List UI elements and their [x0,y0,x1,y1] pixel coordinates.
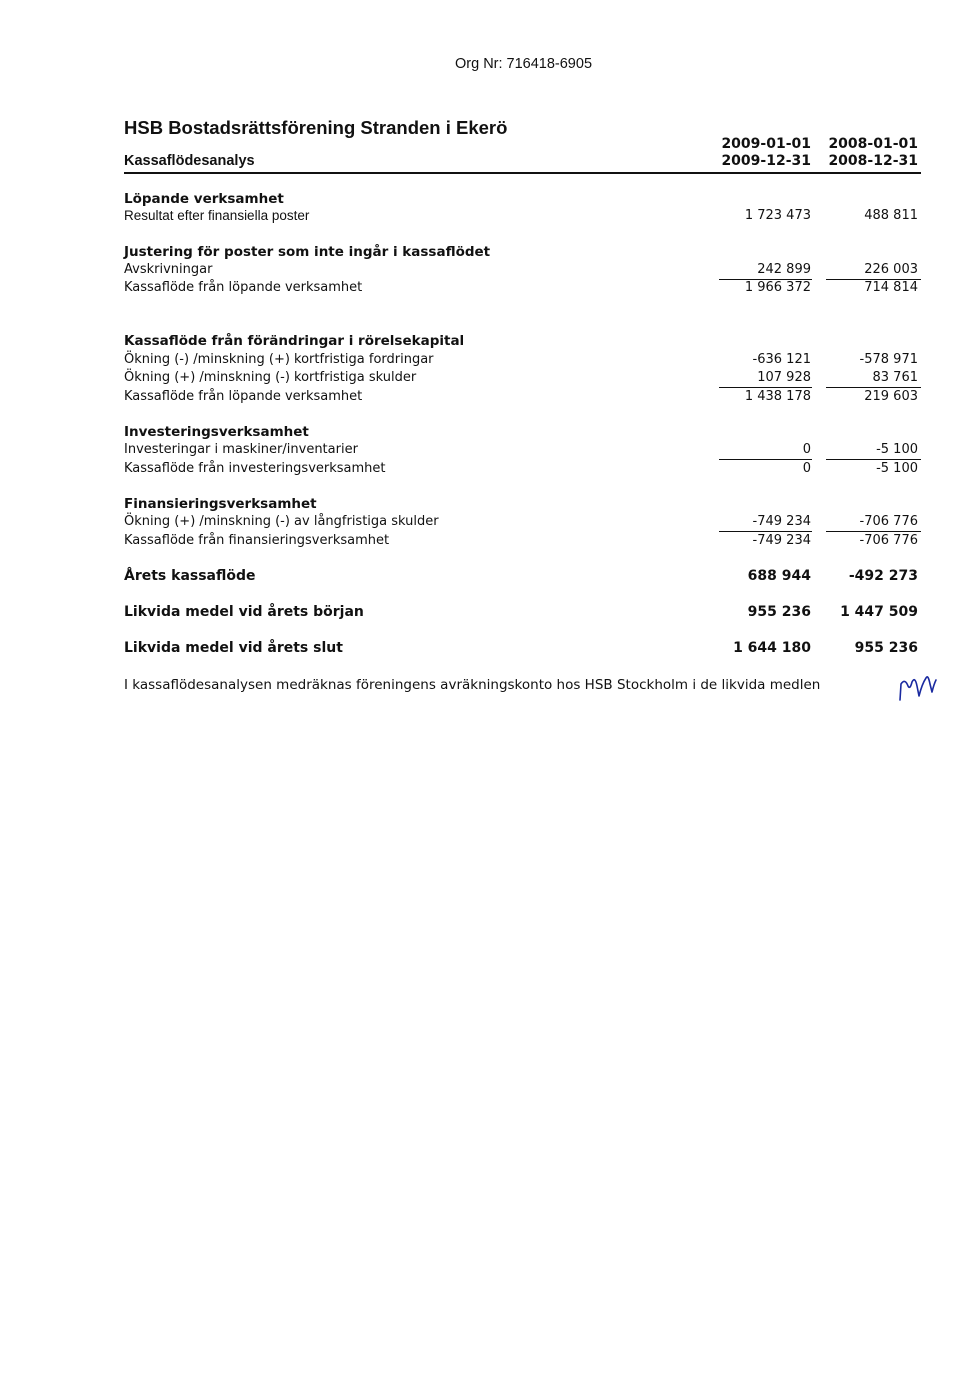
row-value-skulder-current: 107 928 [757,370,811,385]
row-value-likvida-borjan-prior: 1 447 509 [840,604,918,620]
row-label-langfristiga: Ökning (+) /minskning (-) av långfristiga skulder [124,514,439,529]
row-label-finansiering-subtotal: Kassaflöde från finansieringsverksamhet [124,533,390,548]
section-heading-finansiering: Finansieringsverksamhet [124,496,317,512]
row-value-investering-subtotal-prior: -5 100 [876,461,918,476]
row-value-avskrivningar-current: 242 899 [757,262,811,277]
period-current-start: 2009-01-01 [721,136,811,152]
row-value-avskrivningar-prior: 226 003 [864,262,918,277]
row-value-rorelse-subtotal-current: 1 438 178 [744,389,811,404]
section-heading-justering: Justering för poster som inte ingår i kassaflödet [124,244,491,260]
row-value-likvida-slut-current: 1 644 180 [733,640,811,656]
period-prior-start: 2008-01-01 [828,136,918,152]
row-value-maskiner-prior: -5 100 [876,442,918,457]
row-value-fordringar-prior: -578 971 [859,352,918,367]
row-value-langfristiga-current: -749 234 [752,514,811,529]
row-value-rorelse-subtotal-prior: 219 603 [864,389,918,404]
row-value-arets-kassaflode-prior: -492 273 [848,568,918,584]
row-label-likvida-slut: Likvida medel vid årets slut [124,640,343,656]
row-value-resultat-current: 1 723 473 [744,208,811,223]
org-number [455,56,592,72]
row-value-langfristiga-prior: -706 776 [859,514,918,529]
row-value-skulder-prior: 83 761 [872,370,918,385]
row-value-finansiering-subtotal-prior: -706 776 [859,533,918,548]
row-label-maskiner: Investeringar i maskiner/inventarier [124,442,358,457]
section-heading-investering: Investeringsverksamhet [124,424,309,440]
row-label-resultat: Resultat efter finansiella poster [124,208,310,223]
row-value-maskiner-current: 0 [802,442,811,457]
row-label-lopande-subtotal: Kassaflöde från löpande verksamhet [124,280,363,295]
header-rule [124,172,921,174]
period-prior-end: 2008-12-31 [828,153,918,169]
row-label-likvida-borjan: Likvida medel vid årets början [124,604,364,620]
row-value-likvida-slut-prior: 955 236 [854,640,918,656]
row-label-rorelse-subtotal: Kassaflöde från löpande verksamhet [124,389,363,404]
row-value-lopande-subtotal-current: 1 966 372 [744,280,811,295]
row-label-investering-subtotal: Kassaflöde från investeringsverksamhet [124,461,386,476]
row-value-investering-subtotal-current: 0 [802,461,811,476]
row-label-arets-kassaflode: Årets kassaflöde [124,568,256,584]
row-value-lopande-subtotal-prior: 714 814 [864,280,918,295]
subtotal-rule-current [719,531,812,532]
document-title: HSB Bostadsrättsförening Stranden i Ekerö [124,117,508,138]
section-heading-rorelsekapital: Kassaflöde från förändringar i rörelsekapital [124,333,465,349]
footnote: I kassaflödesanalysen medräknas föreningens avräkningskonto hos HSB Stockholm i de likvida medlen [124,677,821,693]
subtotal-rule-prior [826,387,921,388]
row-value-arets-kassaflode-current: 688 944 [747,568,811,584]
period-current-end: 2009-12-31 [721,153,811,169]
row-label-fordringar: Ökning (-) /minskning (+) kortfristiga fordringar [124,352,434,367]
row-value-fordringar-current: -636 121 [752,352,811,367]
row-value-likvida-borjan-current: 955 236 [747,604,811,620]
subtotal-rule-current [719,387,812,388]
section-heading-lopande: Löpande verksamhet [124,191,284,207]
subtotal-rule-current [719,459,812,460]
row-label-skulder: Ökning (+) /minskning (-) kortfristiga skulder [124,370,417,385]
subtotal-rule-prior [826,459,921,460]
row-value-resultat-prior: 488 811 [864,208,918,223]
row-value-finansiering-subtotal-current: -749 234 [752,533,811,548]
org-number-label: Org Nr: [455,56,503,72]
subtotal-rule-prior [826,531,921,532]
signature-initials [896,670,946,704]
row-label-avskrivningar: Avskrivningar [124,262,213,277]
statement-title: Kassaflödesanalys [124,153,255,169]
org-number-value: 716418-6905 [506,56,593,72]
